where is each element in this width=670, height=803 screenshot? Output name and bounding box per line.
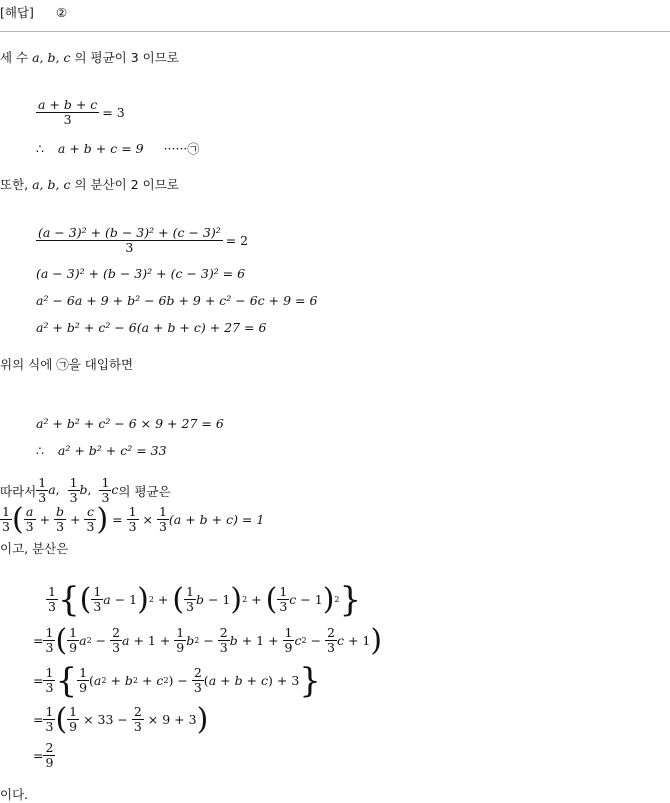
variance-rhs: = 2 xyxy=(225,233,249,248)
mean-denominator: 3 xyxy=(63,112,72,127)
new-mean-intro xyxy=(0,476,171,505)
variance-step-5: = $\frac{2}{9}$ xyxy=(33,740,54,770)
intro-text-1: 세 수 xyxy=(0,50,33,65)
new-variance-intro: 이고, 분산은 xyxy=(0,541,69,556)
intro-vars: a, b, c xyxy=(32,50,71,65)
answer-choice: ② xyxy=(55,5,68,20)
mean-fraction xyxy=(36,98,99,127)
answer-header xyxy=(0,3,67,21)
variance-line-4: a² + b² + c² − 6(a + b + c) + 27 = 6 xyxy=(36,320,267,335)
answer-tag: [해답] xyxy=(0,5,34,20)
variance-step-3: = $\frac{1}{3}$ { $\frac{1}{9}$ ( a 2 + b 2 + c 2 ) − $\frac{2}{3}$ ( a + b + c ) + 3 } xyxy=(33,660,321,701)
variance-intro-text-2: 의 분산이 2 이므로 xyxy=(70,177,179,192)
new-mean-text-1: 따라서 xyxy=(0,483,37,499)
therefore-symbol-1: ∴ xyxy=(36,141,44,156)
variance-intro-vars: a, b, c xyxy=(32,177,71,192)
dots: ······ xyxy=(163,141,188,156)
intro-line xyxy=(0,48,179,66)
new-mean-rhs: (a + b + c) = 1 xyxy=(168,512,265,527)
variance-step-4: = $\frac{1}{3}$ ( $\frac{1}{9}$ × 33 − $\frac{2}{3}$ × 9 + 3 ) xyxy=(33,701,209,737)
variance-numerator: (a − 3)² + (b − 3)² + (c − 3)² xyxy=(38,225,221,240)
mean-sum-line xyxy=(36,140,199,157)
variance-intro-line xyxy=(0,175,179,193)
new-mean-equation: $\frac{1}{3}$ ( $\frac{a}{3}$ + $\frac{b}{3}$ + $\frac{c}{3}$ ) = $\frac{1}{3}$ × $\frac{1}{3}$ (a + b + c) = 1 xyxy=(2,501,265,537)
substitute-text: 위의 식에 ㉠을 대입하면 xyxy=(0,357,134,372)
variance-denominator: 3 xyxy=(125,240,134,255)
conclusion-text: 이다. xyxy=(0,787,29,802)
new-mean-text-2: 의 평균은 xyxy=(118,483,171,499)
mean-rhs: = 3 xyxy=(102,105,125,120)
variance-equation xyxy=(36,226,248,255)
sub-result-line-2-wrap xyxy=(36,443,167,458)
variance-step-1: $\frac{1}{3}$ { ( $\frac{1}{3}$ a − 1 ) 2 + ( $\frac{1}{3}$ b − 1 ) 2 + ( $\frac{1}{3}$ c − 1 ) 2 } xyxy=(48,579,362,620)
therefore-symbol-2: ∴ xyxy=(36,443,44,458)
sub-result-line-1: a² + b² + c² − 6 × 9 + 27 = 6 xyxy=(36,416,224,431)
variance-fraction xyxy=(36,226,223,255)
sub-result-line-2: a² + b² + c² = 33 xyxy=(57,443,167,458)
variance-line-3: a² − 6a + 9 + b² − 6b + 9 + c² − 6c + 9 = 6 xyxy=(36,293,318,308)
mean-sum: a + b + c = 9 xyxy=(57,141,144,156)
mean-equation xyxy=(36,98,125,127)
variance-intro-text-1: 또한, xyxy=(0,177,33,192)
header-divider xyxy=(0,31,670,32)
frac-terms: $\frac{1}{3}$ a, $\frac{1}{3}$ b, $\frac{1}{3}$ c xyxy=(38,475,119,505)
variance-step-2: = $\frac{1}{3}$ ( $\frac{1}{9}$ a 2 − $\frac{2}{3}$ a + 1 + $\frac{1}{9}$ b 2 − $\frac{2}{3}$ b + 1 + $\frac{1}{9}$ c 2 − $\frac{2}{3}$ c + 1 ) xyxy=(33,622,383,658)
intro-text-2: 의 평균이 3 이므로 xyxy=(70,50,179,65)
variance-line-2: (a − 3)² + (b − 3)² + (c − 3)² = 6 xyxy=(36,266,246,281)
mark-circle-giyeok: ㉠ xyxy=(187,142,200,156)
mean-numerator: a + b + c xyxy=(38,97,98,112)
